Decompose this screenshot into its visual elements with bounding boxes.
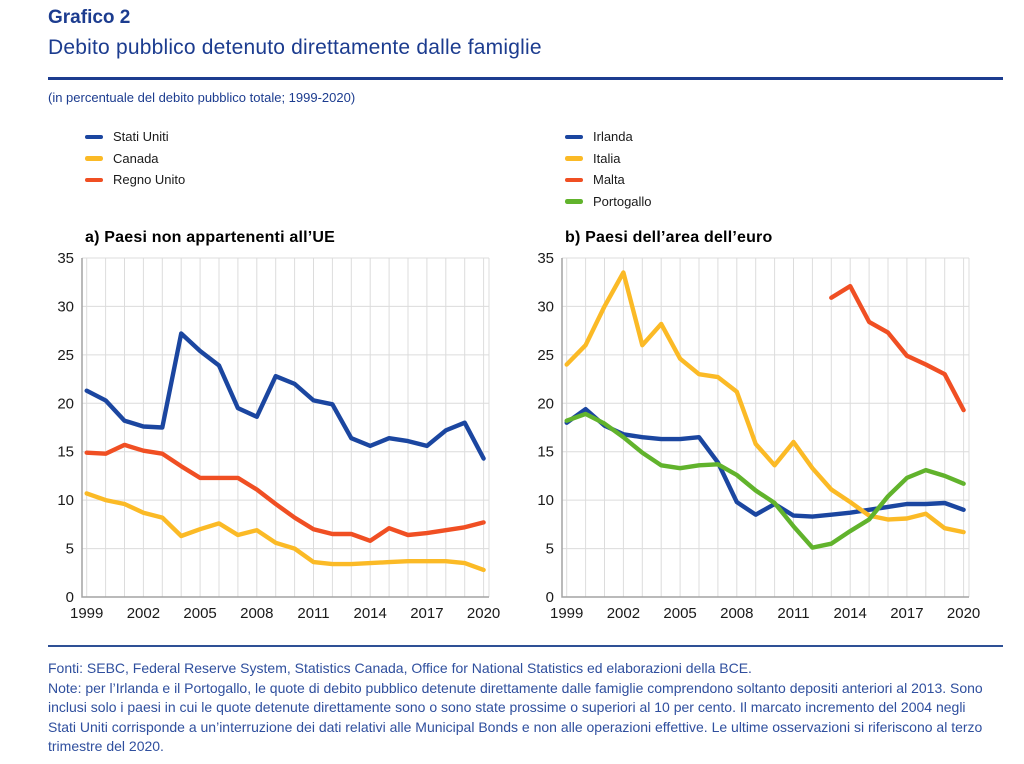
footer (48, 659, 988, 757)
y-tick-label: 25 (537, 346, 554, 364)
line-chart-b (524, 248, 980, 626)
x-tick-label: 2008 (240, 605, 274, 622)
figure-number: Grafico 2 (48, 7, 131, 28)
y-tick-label: 0 (65, 589, 74, 606)
legend-item-italia (565, 148, 652, 170)
legend-a (85, 126, 185, 191)
legend-swatch-icon (565, 178, 583, 183)
y-tick-label: 30 (57, 298, 74, 316)
legend-item-portogallo (565, 191, 652, 213)
footer-notes: Note: per l’Irlanda e il Portogallo, le quote di debito pubblico detenute direttamente dalle famiglie comprendono soltanto depositi anteriori al 2013. Sono inclusi solo i paesi in cui le quote detenute direttamente sono o sono state prossime o superiori al 10 per cento. Il marcato incremento del 2004 negli Stati Uniti corrisponde a un’interruzione dei dati relativi alle Municipal Bonds e non alle operazioni effettive. Le ultime osservazioni si riferiscono al terzo trimestre del 2020. (48, 679, 983, 754)
legend-label: Stati Uniti (113, 129, 169, 145)
legend-item-canada (85, 148, 185, 170)
y-tick-label: 30 (537, 298, 554, 316)
y-tick-label: 35 (537, 250, 554, 267)
x-tick-label: 2002 (126, 605, 161, 622)
legend-label: Portogallo (593, 193, 652, 209)
x-tick-label: 2011 (297, 605, 330, 622)
legend-item-malta (565, 169, 652, 191)
footer-sources: Fonti: SEBC, Federal Reserve System, Statistics Canada, Office for National Statistics ed elaborazioni della BCE. (48, 660, 752, 676)
legend-label: Italia (593, 150, 621, 166)
series-line-italia (567, 273, 964, 533)
panel-title-b: b) Paesi dell’area dell’euro (565, 229, 773, 246)
x-tick-label: 2017 (890, 605, 924, 622)
legend-label: Malta (593, 172, 625, 188)
legend-swatch-icon (565, 199, 583, 204)
legend-swatch-icon (85, 156, 103, 161)
legend-swatch-icon (565, 135, 583, 140)
legend-item-irlanda (565, 126, 652, 148)
panel-title-a: a) Paesi non appartenenti all’UE (85, 229, 336, 246)
y-tick-label: 35 (57, 250, 74, 267)
legend-label: Irlanda (593, 129, 633, 145)
legend-item-regno-unito (85, 169, 185, 191)
x-tick-label: 2014 (353, 605, 387, 622)
footer-separator (48, 645, 1003, 647)
legend-item-stati-uniti (85, 126, 185, 148)
x-tick-label: 2008 (720, 605, 754, 622)
series-line-stati-uniti (87, 334, 484, 459)
x-tick-label: 2002 (606, 605, 641, 622)
y-tick-label: 5 (65, 540, 74, 558)
x-tick-label: 2005 (663, 605, 697, 622)
y-tick-label: 15 (57, 443, 74, 461)
y-tick-label: 15 (537, 443, 554, 461)
y-tick-label: 20 (57, 395, 74, 413)
title-rule (48, 77, 1003, 80)
y-tick-label: 10 (537, 492, 554, 510)
figure-title: Debito pubblico detenuto direttamente dalle famiglie (48, 36, 542, 59)
x-tick-label: 2017 (410, 605, 444, 622)
legend-swatch-icon (85, 135, 103, 140)
legend-b (565, 126, 652, 212)
y-tick-label: 10 (57, 492, 74, 510)
x-tick-label: 2011 (777, 605, 810, 622)
x-tick-label: 2020 (466, 605, 500, 622)
y-tick-label: 25 (57, 346, 74, 364)
legend-swatch-icon (565, 156, 583, 161)
y-tick-label: 20 (537, 395, 554, 413)
x-tick-label: 2014 (833, 605, 867, 622)
line-chart-a (44, 248, 500, 626)
y-tick-label: 5 (545, 540, 554, 558)
legend-label: Regno Unito (113, 172, 186, 188)
x-tick-label: 1999 (550, 605, 584, 622)
x-tick-label: 2020 (946, 605, 980, 622)
series-line-malta (831, 286, 963, 410)
series-line-regno-unito (87, 445, 484, 541)
legend-swatch-icon (85, 178, 103, 183)
x-tick-label: 1999 (70, 605, 104, 622)
y-tick-label: 0 (545, 589, 554, 606)
figure-subtitle: (in percentuale del debito pubblico totale; 1999-2020) (48, 90, 356, 105)
legend-label: Canada (113, 150, 159, 166)
x-tick-label: 2005 (183, 605, 217, 622)
